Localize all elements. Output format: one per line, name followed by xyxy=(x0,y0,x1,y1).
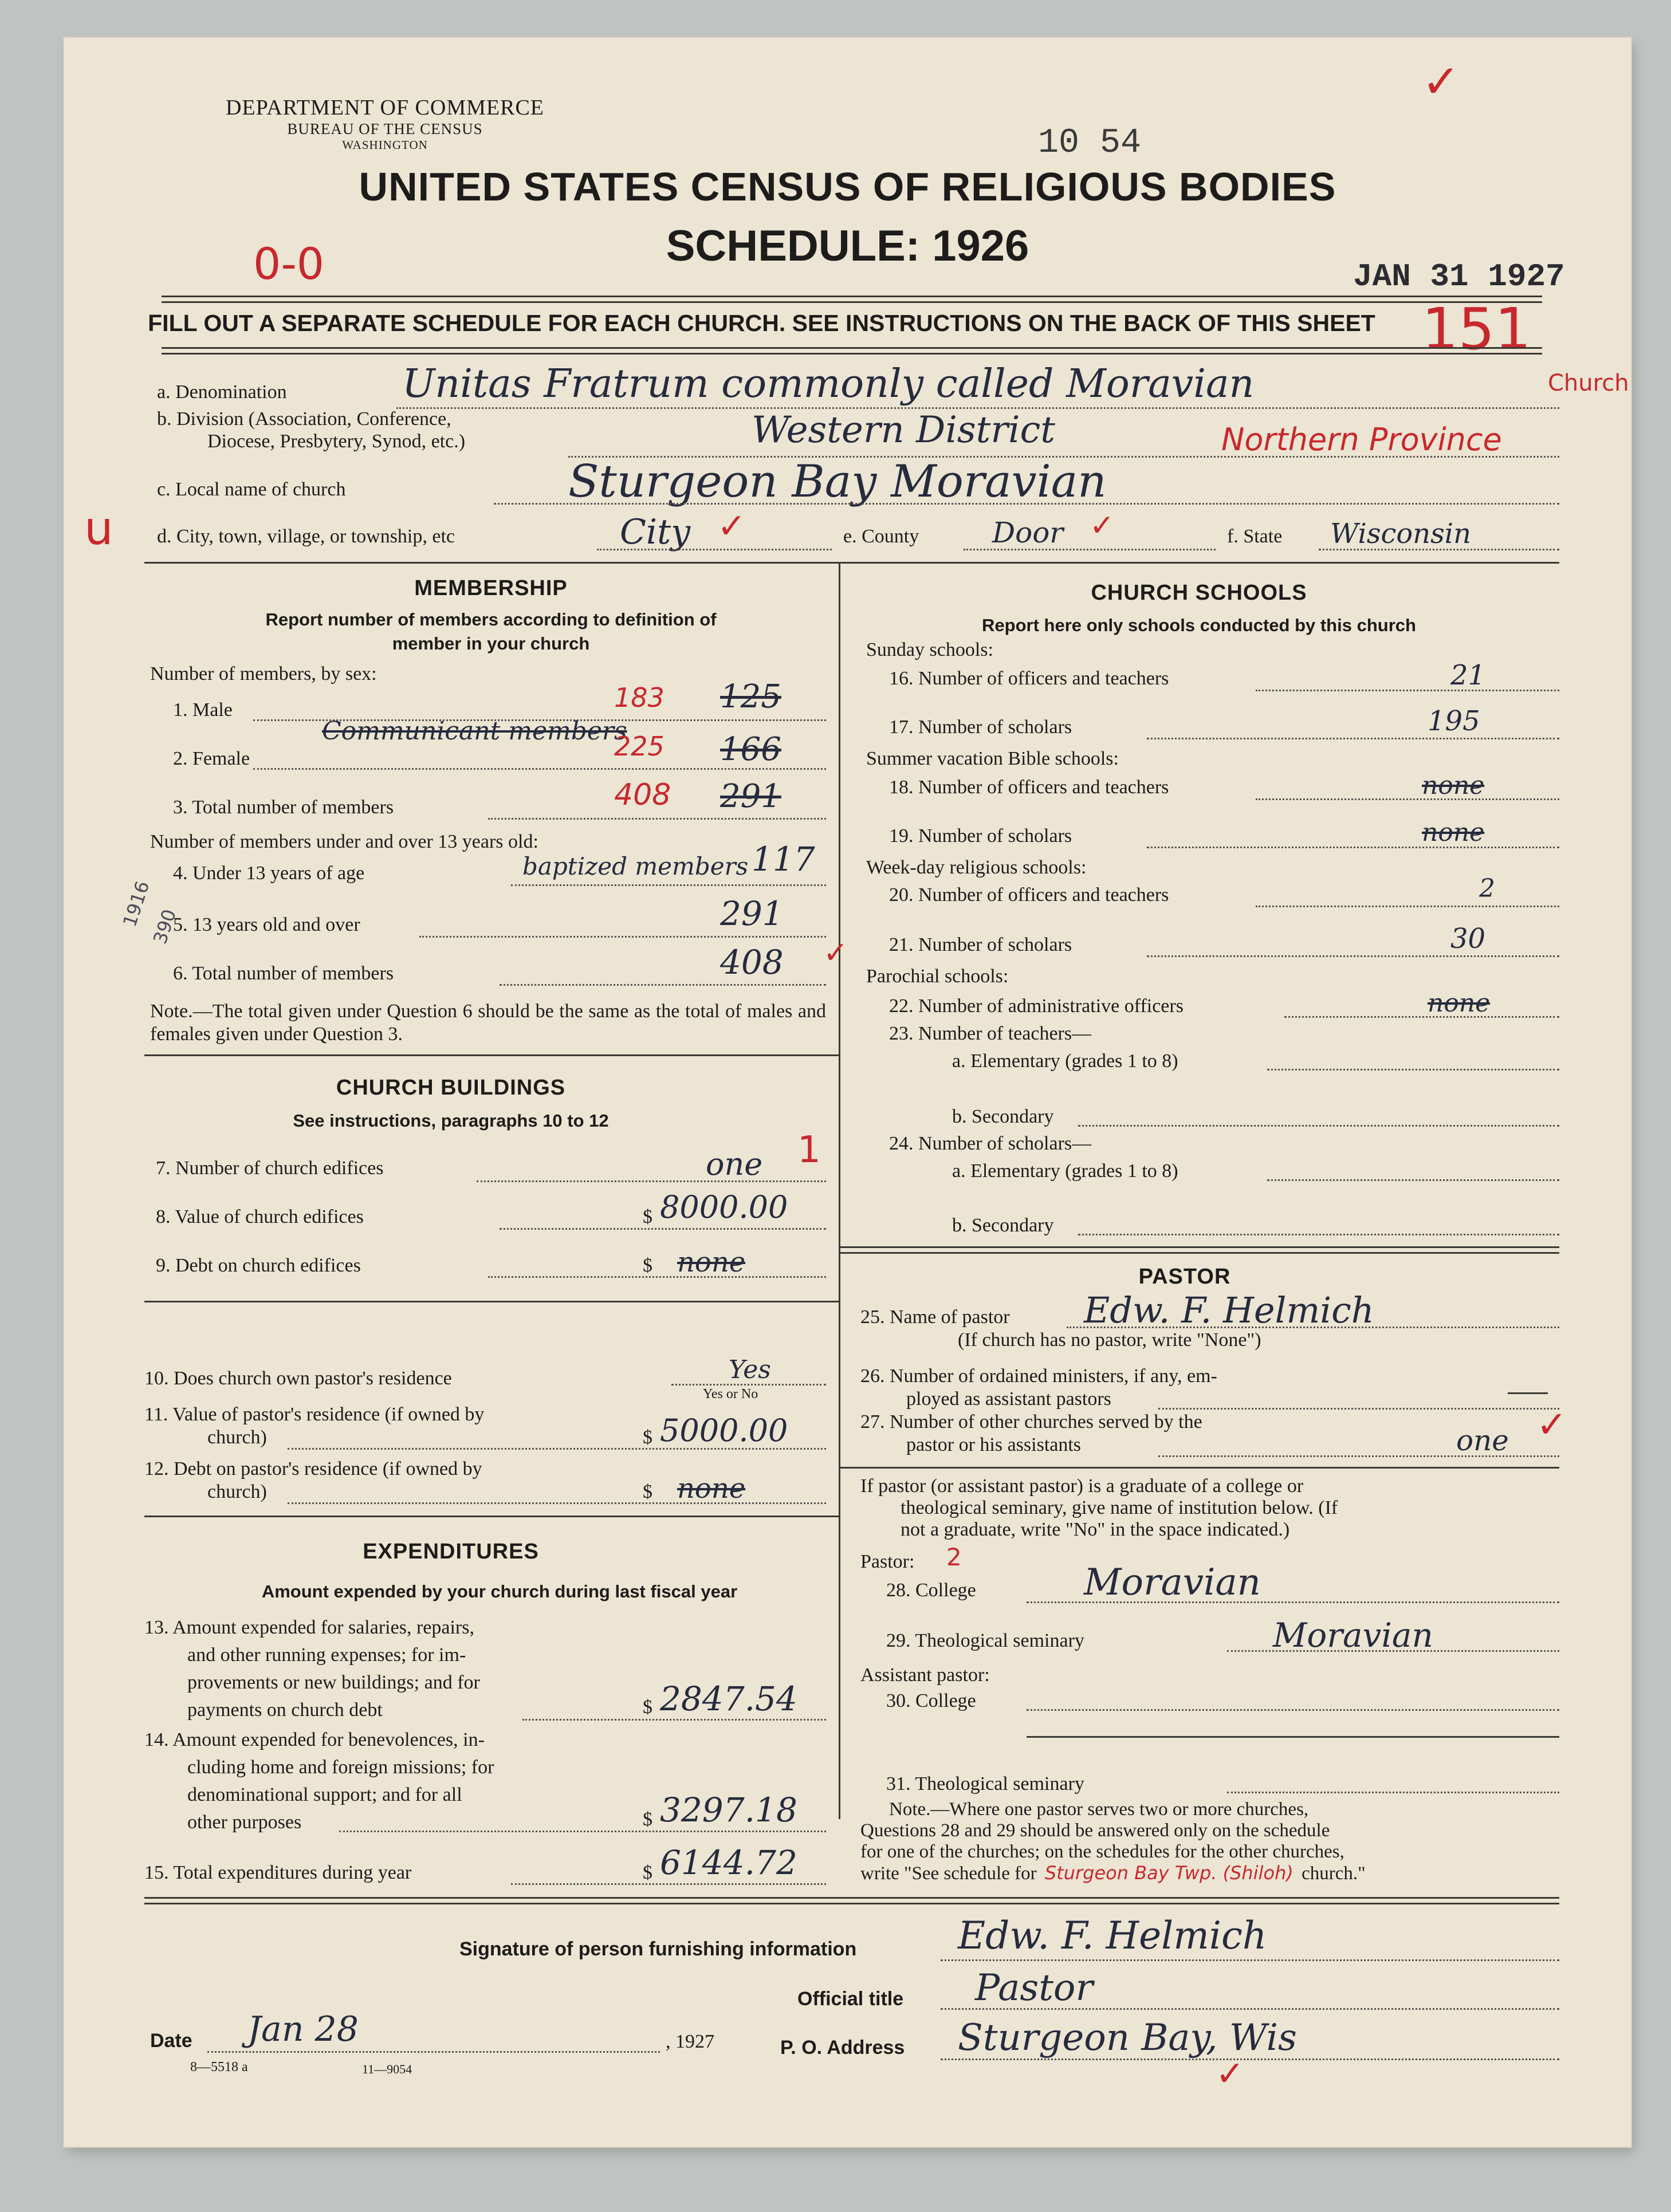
q16-label: 16. Number of officers and teachers xyxy=(889,668,1169,689)
communicant-note: Communicant members xyxy=(322,717,627,746)
q2-red: 225 xyxy=(614,731,665,762)
county-label: e. County xyxy=(843,526,919,547)
signature-label: Signature of person furnishing information xyxy=(459,1938,857,1960)
q10-label: 10. Does church own pastor's residence xyxy=(144,1368,452,1389)
q8-label: 8. Value of church edifices xyxy=(156,1206,364,1227)
dotted-line xyxy=(1256,906,1559,907)
denomination-label: a. Denomination xyxy=(157,381,287,403)
dotted-line xyxy=(964,549,1216,550)
q13-dollar: $ xyxy=(643,1697,652,1718)
rule xyxy=(144,1516,839,1517)
schools-heading: CHURCH SCHOOLS xyxy=(1091,581,1307,605)
church-name-value: Sturgeon Bay Moravian xyxy=(568,456,1107,507)
q3-value: 291 xyxy=(720,778,781,815)
rule xyxy=(144,1903,1559,1904)
q5-value: 291 xyxy=(720,894,784,933)
q14-line: other purposes xyxy=(187,1812,302,1833)
dotted-line xyxy=(1067,1327,1559,1328)
county-check: ✓ xyxy=(1090,509,1115,543)
dotted-line xyxy=(288,1502,826,1504)
q25-label: 25. Name of pastor xyxy=(860,1306,1010,1328)
q3-red: 408 xyxy=(614,778,671,812)
q12-label: 12. Debt on pastor's residence (if owned by xyxy=(144,1458,482,1479)
signature-value: Edw. F. Helmich xyxy=(958,1914,1267,1958)
dotted-line xyxy=(500,1228,826,1230)
bureau-name: BUREAU OF THE CENSUS xyxy=(287,120,483,137)
dotted-line xyxy=(522,1719,826,1721)
rule xyxy=(144,562,1559,564)
dotted-line xyxy=(941,2008,1559,2010)
state-label: f. State xyxy=(1227,526,1283,547)
q21-label: 21. Number of scholars xyxy=(889,934,1072,955)
pastor-note-line: Note.—Where one pastor serves two or more churches, xyxy=(889,1799,1309,1820)
q27-value: one xyxy=(1456,1424,1509,1457)
q17-value: 195 xyxy=(1428,705,1480,737)
graduate-instruction xyxy=(860,1475,1559,1541)
margin-red-mark: u xyxy=(84,502,113,555)
membership-sub-1: Report number of members according to definition of xyxy=(265,609,717,629)
pastor-heading: PASTOR xyxy=(1138,1265,1231,1289)
q18-label: 18. Number of officers and teachers xyxy=(889,777,1169,798)
pastor-note-line: church." xyxy=(1302,1863,1366,1884)
q13-line: payments on church debt xyxy=(187,1699,383,1721)
rule xyxy=(162,296,1542,297)
dotted-line xyxy=(253,768,826,770)
weekday-schools-label: Week-day religious schools: xyxy=(866,857,1087,878)
date-label: Date xyxy=(150,2030,192,2052)
official-title-value: Pastor xyxy=(975,1967,1094,2009)
form-title: UNITED STATES CENSUS OF RELIGIOUS BODIES xyxy=(359,164,1336,209)
pastor-red-mark: 2 xyxy=(946,1543,962,1571)
official-title-label: Official title xyxy=(797,1988,904,2010)
dotted-line xyxy=(1147,847,1559,848)
red-mark-left: 0-0 xyxy=(253,238,325,289)
q12-dollar: $ xyxy=(643,1481,652,1502)
q20-label: 20. Number of officers and teachers xyxy=(889,884,1169,906)
check-mark: ✓ xyxy=(1422,55,1461,108)
serial-number: 10 54 xyxy=(1038,124,1142,163)
dotted-line xyxy=(1227,1650,1559,1652)
q22-value: none xyxy=(1428,989,1491,1018)
pastor-note-line: Questions 28 and 29 should be answered only on the schedule xyxy=(860,1820,1330,1841)
q23a-label: a. Elementary (grades 1 to 8) xyxy=(952,1050,1178,1072)
summer-schools-label: Summer vacation Bible schools: xyxy=(866,748,1119,769)
dotted-line xyxy=(1256,690,1559,691)
q9-dollar: $ xyxy=(643,1255,652,1276)
q31-label: 31. Theological seminary xyxy=(886,1773,1084,1794)
q12-label-2: church) xyxy=(207,1481,267,1502)
q1-value: 125 xyxy=(720,678,781,715)
dotted-line xyxy=(1256,798,1559,800)
rule xyxy=(1027,1736,1559,1738)
q14-line: 14. Amount expended for benevolences, in- xyxy=(144,1729,485,1750)
q21-value: 30 xyxy=(1450,923,1486,955)
city-check: ✓ xyxy=(717,506,746,546)
q29-value: Moravian xyxy=(1273,1616,1433,1655)
q24-label: 24. Number of scholars— xyxy=(889,1133,1092,1154)
dotted-line xyxy=(1227,1792,1559,1793)
q25-note: (If church has no pastor, write "None") xyxy=(958,1329,1261,1351)
q15-value: 6144.72 xyxy=(660,1843,797,1882)
q2-label: 2. Female xyxy=(173,748,250,769)
q13-value: 2847.54 xyxy=(660,1679,797,1718)
church-name-label: c. Local name of church xyxy=(157,479,346,500)
q14-label xyxy=(144,1726,494,1836)
q23-label: 23. Number of teachers— xyxy=(889,1023,1092,1044)
division-value: Western District xyxy=(752,409,1055,451)
rule xyxy=(162,347,1542,349)
division-label-2: Diocese, Presbytery, Synod, etc.) xyxy=(207,431,466,452)
pastor-name-value: Edw. F. Helmich xyxy=(1084,1289,1374,1331)
q7-red-mark: 1 xyxy=(797,1129,821,1171)
dotted-line xyxy=(511,884,826,886)
q14-dollar: $ xyxy=(643,1809,652,1830)
dotted-line xyxy=(207,2051,660,2053)
q2-value: 166 xyxy=(720,731,781,768)
dotted-line xyxy=(488,1276,826,1278)
graduate-instruction-line: If pastor (or assistant pastor) is a graduate of a college or xyxy=(860,1475,1304,1497)
dotted-line xyxy=(511,1883,826,1885)
pastor-sublabel: Pastor: xyxy=(860,1551,915,1572)
q4-label: 4. Under 13 years of age xyxy=(173,863,365,884)
dotted-line xyxy=(941,1959,1559,1961)
q24b-label: b. Secondary xyxy=(952,1215,1054,1236)
dotted-line xyxy=(671,1384,826,1386)
dotted-line xyxy=(488,818,826,820)
dotted-line xyxy=(1078,1125,1559,1127)
dotted-line xyxy=(1319,549,1559,550)
date-year: , 1927 xyxy=(666,2031,714,2052)
dotted-line xyxy=(1147,955,1559,957)
parochial-schools-label: Parochial schools: xyxy=(866,966,1009,987)
rule xyxy=(144,1054,839,1056)
city-value: City xyxy=(620,512,691,552)
assistant-pastor-label: Assistant pastor: xyxy=(860,1664,990,1686)
membership-note: Note.—The total given under Question 6 should be the same as the total of males and females given under Question 3. xyxy=(150,1001,826,1045)
dotted-line xyxy=(1027,1601,1559,1603)
q9-label: 9. Debt on church edifices xyxy=(156,1255,361,1276)
buildings-heading: CHURCH BUILDINGS xyxy=(336,1076,566,1100)
members-by-sex-label: Number of members, by sex: xyxy=(150,663,377,684)
q19-value: none xyxy=(1422,818,1485,847)
po-address-label: P. O. Address xyxy=(780,2037,905,2059)
q10-value: Yes xyxy=(729,1355,771,1384)
dotted-line xyxy=(1158,1408,1559,1410)
q1-label: 1. Male xyxy=(173,699,233,721)
pastor-note-line: write "See schedule for xyxy=(860,1863,1037,1884)
q23b-label: b. Secondary xyxy=(952,1106,1054,1127)
q7-label: 7. Number of church edifices xyxy=(156,1158,384,1179)
dotted-line xyxy=(494,503,1559,505)
expenditures-heading: EXPENDITURES xyxy=(363,1540,539,1564)
q14-line: denominational support; and for all xyxy=(187,1784,462,1805)
q11-label-2: church) xyxy=(207,1427,267,1448)
rule xyxy=(839,1246,1559,1248)
form-number: 8—5518 a xyxy=(190,2060,248,2075)
q6-value: 408 xyxy=(720,943,784,982)
rule xyxy=(839,1252,1559,1254)
q3-label: 3. Total number of members xyxy=(173,797,394,818)
dotted-line xyxy=(1267,1179,1559,1181)
rule xyxy=(839,1467,1559,1469)
dotted-line xyxy=(1267,1069,1559,1070)
q6-label: 6. Total number of members xyxy=(173,963,394,984)
q26-label: 26. Number of ordained ministers, if any, em- xyxy=(860,1365,1217,1387)
dotted-line xyxy=(597,549,832,550)
q28-value: Moravian xyxy=(1084,1561,1261,1604)
dotted-line xyxy=(288,1448,826,1450)
census-schedule-sheet xyxy=(64,38,1631,2147)
department-name: DEPARTMENT OF COMMERCE xyxy=(225,96,545,120)
division-label: b. Division (Association, Conference, xyxy=(157,408,451,430)
pastor-note-line: for one of the churches; on the schedules for the other churches, xyxy=(860,1841,1344,1862)
received-date-stamp: JAN 31 1927 xyxy=(1353,258,1565,295)
q11-label: 11. Value of pastor's residence (if owned by xyxy=(144,1404,485,1425)
dotted-line xyxy=(477,1180,826,1182)
membership-sub-2: member in your church xyxy=(392,633,590,654)
q11-dollar: $ xyxy=(643,1427,652,1448)
q13-line: and other running expenses; for im- xyxy=(187,1644,466,1666)
q18-value: none xyxy=(1422,771,1485,800)
dash-mark xyxy=(1508,1392,1548,1394)
dotted-line xyxy=(500,984,826,986)
print-number: 11—9054 xyxy=(362,2062,412,2076)
dotted-line xyxy=(1284,1016,1559,1018)
q14-line: cluding home and foreign missions; for xyxy=(187,1757,494,1778)
q26-label-2: ployed as assistant pastors xyxy=(906,1388,1111,1410)
q22-label: 22. Number of administrative officers xyxy=(889,995,1184,1017)
yes-no-caption: Yes or No xyxy=(703,1387,758,1402)
q15-label: 15. Total expenditures during year xyxy=(144,1862,412,1883)
rule xyxy=(162,353,1542,355)
q27-label: 27. Number of other churches served by the xyxy=(860,1411,1202,1432)
q19-label: 19. Number of scholars xyxy=(889,825,1072,847)
members-by-age-label: Number of members under and over 13 years old: xyxy=(150,831,538,852)
division-red-note: Northern Province xyxy=(1221,422,1502,458)
buildings-sub: See instructions, paragraphs 10 to 12 xyxy=(293,1111,609,1131)
denomination-value: Unitas Fratrum commonly called Moravian xyxy=(402,361,1255,407)
graduate-instruction-line: theological seminary, give name of institution below. (If xyxy=(901,1497,1338,1518)
q24a-label: a. Elementary (grades 1 to 8) xyxy=(952,1160,1178,1182)
q6-check: ✓ xyxy=(823,936,848,970)
dotted-line xyxy=(1027,1709,1559,1711)
schools-sub: Report here only schools conducted by this church xyxy=(982,615,1416,635)
pastor-note xyxy=(860,1799,1565,1884)
q9-value: none xyxy=(677,1246,746,1278)
dotted-line xyxy=(1147,738,1559,739)
margin-pencil-2: 390 xyxy=(149,906,181,947)
q16-value: 21 xyxy=(1450,659,1486,691)
address-check: ✓ xyxy=(1216,2054,1245,2094)
dotted-line xyxy=(419,936,826,938)
po-address-value: Sturgeon Bay, Wis xyxy=(958,2017,1297,2059)
city-label: d. City, town, village, or township, etc xyxy=(157,526,455,547)
red-mark-right: 151 xyxy=(1422,296,1531,363)
graduate-instruction-line: not a graduate, write "No" in the space indicated.) xyxy=(901,1519,1290,1540)
q4-note: baptized members xyxy=(522,852,749,880)
q17-label: 17. Number of scholars xyxy=(889,717,1072,738)
q11-value: 5000.00 xyxy=(660,1412,788,1449)
rule xyxy=(162,301,1542,303)
q13-line: provements or new buildings; and for xyxy=(187,1672,480,1693)
q20-value: 2 xyxy=(1479,874,1495,903)
q4-value: 117 xyxy=(752,840,815,879)
schedule-year: SCHEDULE: 1926 xyxy=(666,222,1029,270)
q1-red: 183 xyxy=(614,682,665,713)
membership-heading: MEMBERSHIP xyxy=(414,576,568,600)
date-value: Jan 28 xyxy=(247,2009,359,2049)
sunday-schools-label: Sunday schools: xyxy=(866,639,993,660)
state-value: Wisconsin xyxy=(1330,518,1472,550)
bureau-city: WASHINGTON xyxy=(342,138,428,152)
denomination-red-note: Church xyxy=(1548,370,1629,396)
q8-value: 8000.00 xyxy=(660,1189,788,1225)
q14-value: 3297.18 xyxy=(660,1790,797,1829)
q8-dollar: $ xyxy=(643,1206,652,1227)
column-divider xyxy=(839,562,840,1819)
q12-value: none xyxy=(677,1473,746,1505)
margin-pencil-1: 1916 xyxy=(119,878,154,930)
dotted-line xyxy=(1158,1455,1559,1457)
dotted-line xyxy=(339,1831,826,1832)
pastor-note-red: Sturgeon Bay Twp. (Shiloh) xyxy=(1044,1862,1293,1884)
dotted-line xyxy=(1078,1234,1559,1235)
q29-label: 29. Theological seminary xyxy=(886,1630,1084,1651)
q13-label xyxy=(144,1614,480,1724)
county-value: Door xyxy=(992,516,1064,549)
q27-check: ✓ xyxy=(1536,1404,1567,1446)
q27-label-2: pastor or his assistants xyxy=(906,1434,1082,1455)
q5-label: 5. 13 years old and over xyxy=(173,914,360,935)
q28-label: 28. College xyxy=(886,1580,976,1601)
dotted-line xyxy=(941,2059,1559,2060)
rule xyxy=(144,1301,839,1302)
q30-label: 30. College xyxy=(886,1690,976,1711)
expenditures-sub: Amount expended by your church during last fiscal year xyxy=(261,1581,738,1601)
department-block xyxy=(167,95,603,152)
q13-line: 13. Amount expended for salaries, repairs, xyxy=(144,1617,474,1638)
q7-value: one xyxy=(706,1146,763,1182)
q15-dollar: $ xyxy=(643,1862,652,1883)
rule xyxy=(144,1897,1559,1899)
separate-schedule-instruction: FILL OUT A SEPARATE SCHEDULE FOR EACH CHURCH. SEE INSTRUCTIONS ON THE BACK OF THIS SHEET xyxy=(148,310,1375,336)
